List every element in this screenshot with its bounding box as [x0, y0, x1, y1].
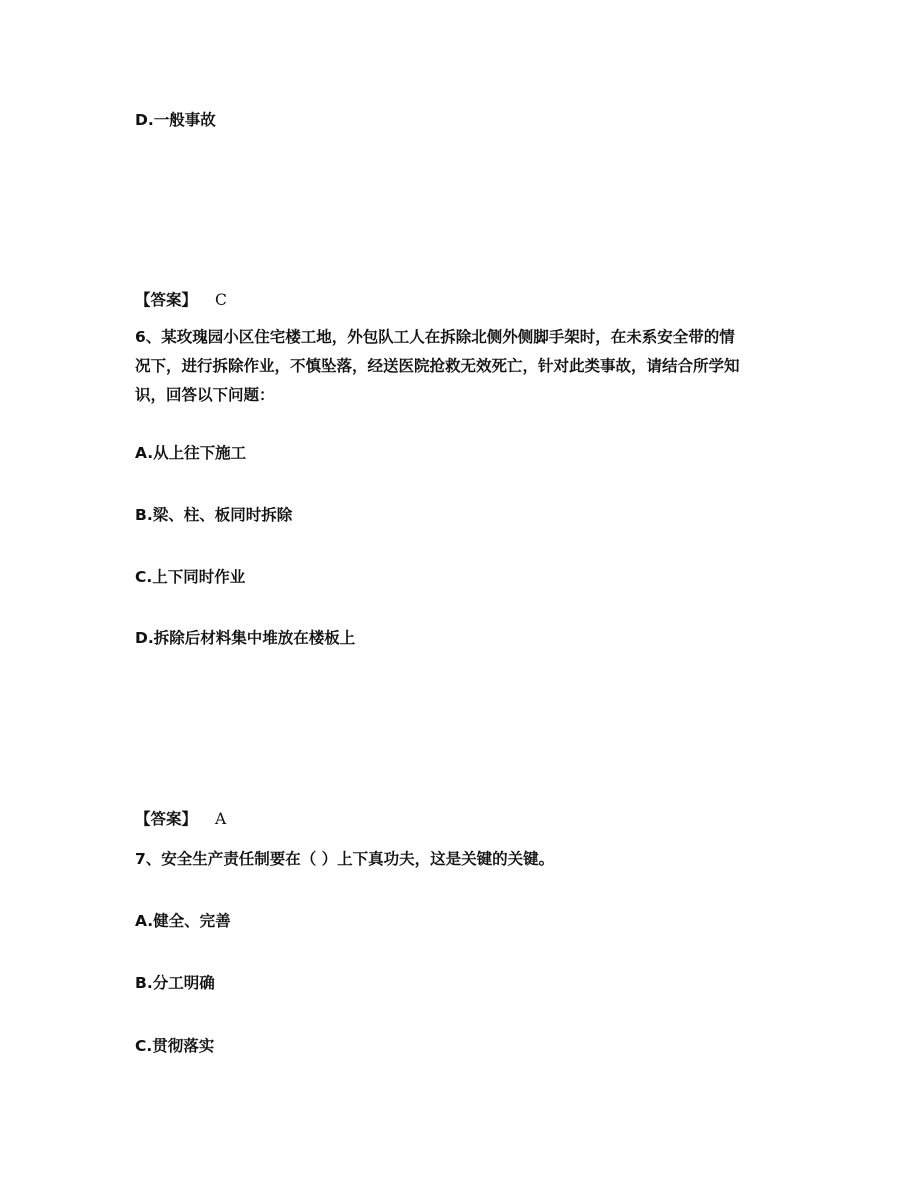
q7-option-c: C.贯彻落实	[135, 1037, 215, 1055]
q6-option-d: D.拆除后材料集中堆放在楼板上	[135, 629, 356, 647]
q5-answer	[135, 290, 227, 310]
q6-answer	[135, 809, 226, 829]
q7-option-b: B.分工明确	[135, 974, 215, 992]
answer-value: C	[215, 291, 227, 309]
answer-value: A	[215, 810, 227, 828]
q7-option-a: A.健全、完善	[135, 912, 231, 930]
q6-option-a: A.从上往下施工	[135, 444, 247, 462]
answer-label: 【答案】	[135, 291, 198, 309]
answer-label: 【答案】	[135, 810, 198, 828]
q6-stem-line: 6、某玫瑰园小区住宅楼工地，外包队工人在拆除北侧外侧脚手架时，在未系安全带的情	[135, 328, 735, 346]
q6-stem	[135, 323, 790, 410]
q6-option-b: B.梁、柱、板同时拆除	[135, 506, 293, 524]
q6-stem-line: 况下，进行拆除作业，不慎坠落，经送医院抢救无效死亡，针对此类事故，请结合所学知	[135, 357, 740, 375]
q5-option-d: D.一般事故	[135, 111, 216, 129]
q6-option-c: C.上下同时作业	[135, 568, 246, 586]
q6-stem-line: 识，回答以下问题：	[135, 386, 275, 404]
q7-stem: 7、安全生产责任制要在（ ）上下真功夫，这是关键的关键。	[135, 850, 555, 868]
